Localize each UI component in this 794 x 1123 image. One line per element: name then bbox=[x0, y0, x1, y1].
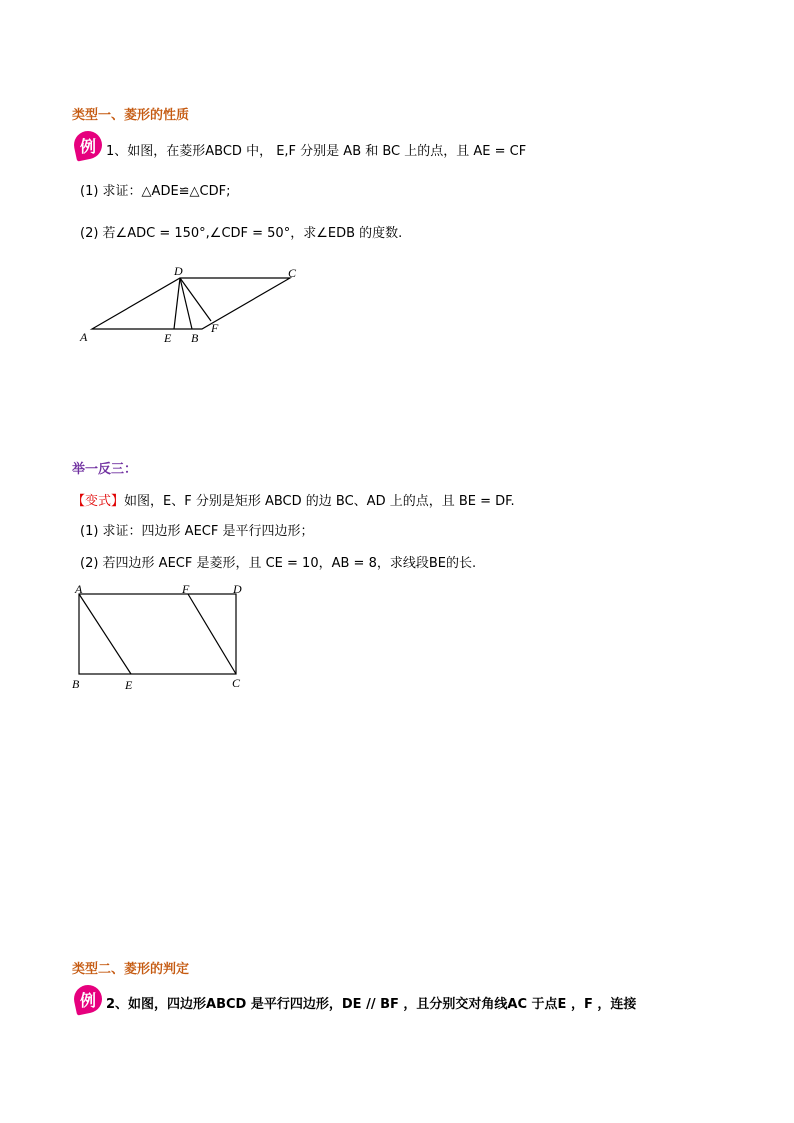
variant-tag: 【变式】 bbox=[72, 494, 125, 509]
label-c: C bbox=[288, 266, 297, 280]
label-c: C bbox=[232, 676, 241, 690]
variant-text: 如图，E、F 分别是矩形 ABCD 的边 BC、AD 上的点，且 BE = DF. bbox=[124, 494, 515, 509]
variant-part1: (1) 求证：四边形 AECF 是平行四边形； bbox=[80, 524, 314, 539]
label-f: F bbox=[182, 582, 190, 596]
example1-part1: (1) 求证：△ADE≌△CDF; bbox=[80, 184, 231, 199]
example2-text: 2、如图，四边形ABCD 是平行四边形，DE // BF ，且分别交对角线AC 于点E ，F ，连接 bbox=[106, 997, 637, 1012]
label-a: A bbox=[75, 582, 83, 596]
rhombus-figure bbox=[70, 258, 320, 353]
rectangle-figure bbox=[70, 580, 250, 695]
label-b: B bbox=[72, 677, 80, 691]
label-e: E bbox=[125, 678, 133, 692]
variant-line bbox=[72, 490, 515, 509]
segment-de bbox=[174, 278, 180, 329]
example-badge-icon: 例 bbox=[74, 985, 102, 1013]
section1-heading: 类型一、菱形的性质 bbox=[72, 108, 190, 123]
label-d: D bbox=[233, 582, 242, 596]
section2-heading: 类型二、菱形的判定 bbox=[72, 962, 190, 977]
practice-heading: 举一反三： bbox=[72, 462, 138, 477]
label-a: A bbox=[80, 330, 88, 344]
label-f: F bbox=[211, 321, 219, 335]
example1-part2: (2) 若∠ADC = 150°,∠CDF = 50°，求∠EDB 的度数. bbox=[80, 226, 403, 241]
variant-part2: (2) 若四边形 AECF 是菱形，且 CE = 10，AB = 8，求线段BE的长. bbox=[80, 556, 477, 571]
segment-fc bbox=[188, 594, 236, 674]
segment-ae bbox=[79, 594, 131, 674]
rhombus-outline bbox=[92, 278, 290, 329]
example-badge-icon: 例 bbox=[74, 131, 102, 159]
label-e: E bbox=[164, 331, 172, 345]
label-b: B bbox=[191, 331, 199, 345]
label-d: D bbox=[174, 264, 183, 278]
example1-text: 1、如图，在菱形ABCD 中， E,F 分别是 AB 和 BC 上的点，且 AE = CF bbox=[106, 144, 527, 159]
